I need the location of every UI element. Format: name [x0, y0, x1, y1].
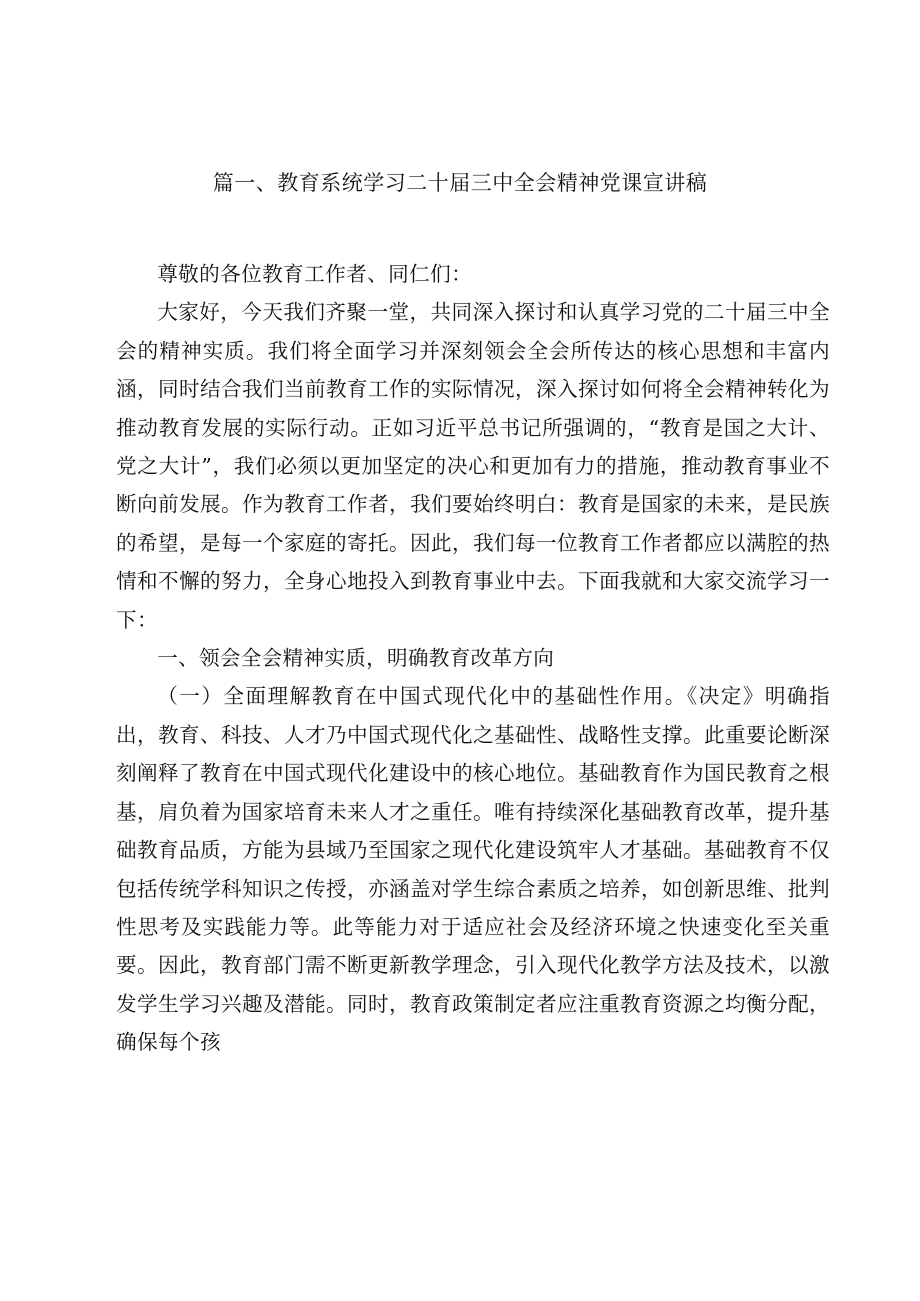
- section-paragraph: （一）全面理解教育在中国式现代化中的基础性作用。《决定》明确指出，教育、科技、人才乃中国式现代化之基础性、战略性支撑。此重要论断深刻阐释了教育在中国式现代化建设中的核心地位。基础教育作为国民教育之根基，肩负着为国家培育未来人才之重任。唯有持续深化基础教育改革，提升基础教育品质，方能为县域乃至国家之现代化建设筑牢人才基础。基础教育不仅包括传统学科知识之传授，亦涵盖对学生综合素质之培养，如创新思维、批判性思考及实践能力等。此等能力对于适应社会及经济环境之快速变化至关重要。因此，教育部门需不断更新教学理念，引入现代化教学方法及技术，以激发学生学习兴趣及潜能。同时，教育政策制定者应注重教育资源之均衡分配，确保每个孩: [116, 684, 830, 1055]
- salutation: 尊敬的各位教育工作者、同仁们：: [157, 262, 473, 286]
- section-heading: 一、领会全会精神实质，明确教育改革方向: [157, 646, 555, 671]
- document-title: 篇一、教育系统学习二十届三中全会精神党课宣讲稿: [212, 171, 708, 195]
- intro-paragraph: 大家好，今天我们齐聚一堂，共同深入探讨和认真学习党的二十届三中全会的精神实质。我们将全面学习并深刻领会全会所传达的核心思想和丰富内涵，同时结合我们当前教育工作的实际情况，深入探讨如何将全会精神转化为推动教育发展的实际行动。正如习近平总书记所强调的，“教育是国之大计、党之大计”，我们必须以更加坚定的决心和更加有力的措施，推动教育事业不断向前发展。作为教育工作者，我们要始终明白：教育是国家的未来，是民族的希望，是每一个家庭的寄托。因此，我们每一位教育工作者都应以满腔的热情和不懈的努力，全身心地投入到教育事业中去。下面我就和大家交流学习一下：: [116, 300, 830, 632]
- document-body: [116, 255, 830, 1062]
